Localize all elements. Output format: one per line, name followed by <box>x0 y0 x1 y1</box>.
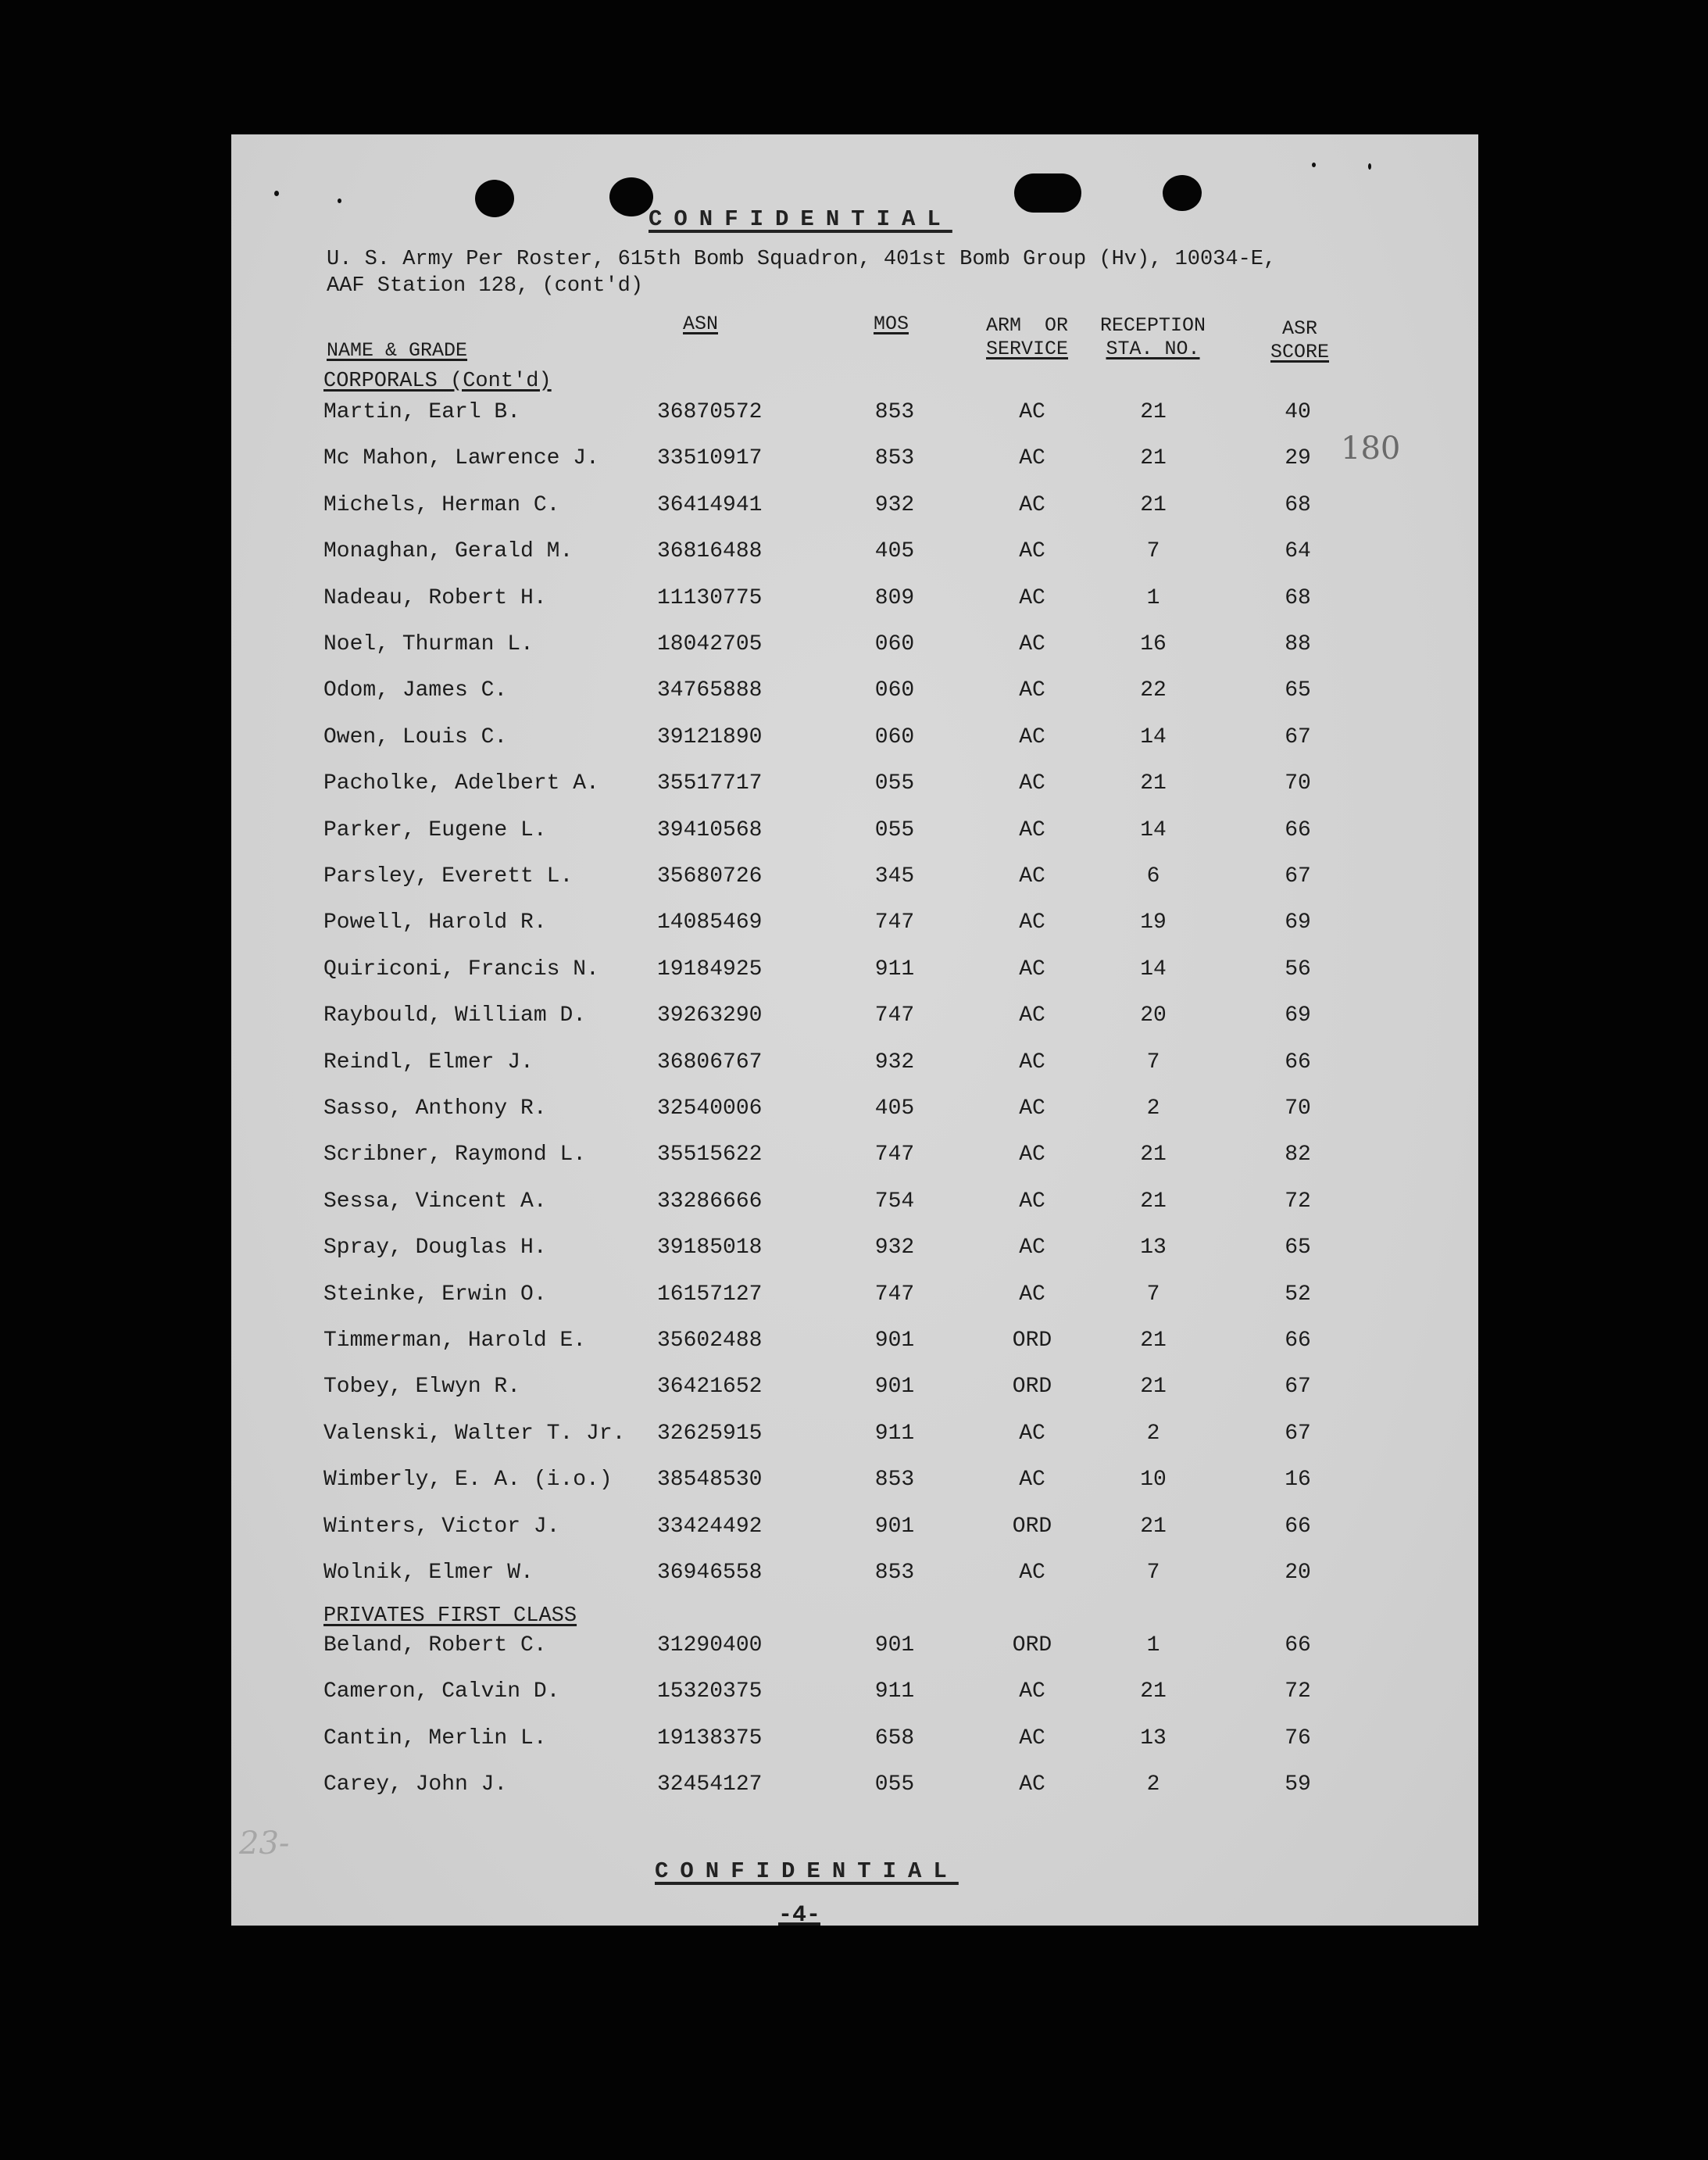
asn-cell: 33510917 <box>657 446 763 471</box>
mos-cell: 060 <box>874 632 915 656</box>
asn-cell: 36414941 <box>657 492 763 517</box>
mos-cell: 911 <box>874 1679 915 1704</box>
table-row <box>231 538 1478 569</box>
name-cell: Timmerman, Harold E. <box>323 1329 587 1353</box>
asr-score-cell: 70 <box>1285 1096 1311 1121</box>
name-cell: Odom, James C. <box>323 678 508 703</box>
name-cell: Tobey, Elwyn R. <box>323 1375 521 1400</box>
asr-score-cell: 67 <box>1285 1375 1311 1400</box>
reception-station-cell: 14 <box>1140 817 1167 842</box>
asn-cell: 35517717 <box>657 771 763 796</box>
asr-score-cell: 66 <box>1285 1329 1311 1353</box>
table-row <box>231 1632 1478 1663</box>
name-cell: Sessa, Vincent A. <box>323 1189 547 1214</box>
name-cell: Spray, Douglas H. <box>323 1236 547 1261</box>
reception-station-cell: 6 <box>1146 864 1160 889</box>
speck <box>1368 163 1371 170</box>
table-row <box>231 1678 1478 1709</box>
arm-service-cell: AC <box>1019 1143 1045 1168</box>
asn-cell: 11130775 <box>657 585 763 610</box>
name-cell: Raybould, William D. <box>323 1003 587 1028</box>
table-row <box>231 399 1478 430</box>
asn-cell: 31290400 <box>657 1633 763 1658</box>
reception-station-cell: 14 <box>1140 724 1167 749</box>
name-cell: Quiriconi, Francis N. <box>323 957 599 982</box>
asr-score-cell: 65 <box>1285 1236 1311 1261</box>
mos-cell: 658 <box>874 1725 915 1751</box>
table-row <box>231 1049 1478 1080</box>
mos-cell: 901 <box>874 1514 915 1539</box>
asr-score-cell: 65 <box>1285 678 1311 703</box>
column-header-asn: ASN <box>683 313 719 335</box>
table-row <box>231 1281 1478 1312</box>
reception-station-cell: 7 <box>1146 539 1160 564</box>
name-cell: Steinke, Erwin O. <box>323 1282 547 1307</box>
speck <box>274 191 279 196</box>
mos-cell: 911 <box>874 957 915 982</box>
asr-score-cell: 69 <box>1285 1003 1311 1028</box>
reception-station-cell: 2 <box>1146 1772 1160 1797</box>
table-row <box>231 1141 1478 1172</box>
table-row <box>231 863 1478 894</box>
table-row <box>231 817 1478 848</box>
reception-station-cell: 16 <box>1140 632 1167 656</box>
table-row <box>231 1002 1478 1033</box>
mos-cell: 747 <box>874 1282 915 1307</box>
asr-score-cell: 64 <box>1285 539 1311 564</box>
column-header-reception-line1: RECEPTION <box>1100 314 1206 337</box>
pencil-note: 23- <box>239 1826 290 1861</box>
arm-service-cell: AC <box>1019 724 1045 749</box>
arm-service-cell: AC <box>1019 1050 1045 1075</box>
asn-cell: 36870572 <box>657 400 763 424</box>
column-header-arm <box>986 314 1068 361</box>
mos-cell: 060 <box>874 678 915 703</box>
asn-cell: 36806767 <box>657 1050 763 1075</box>
reception-station-cell: 21 <box>1140 1189 1167 1214</box>
arm-service-cell: AC <box>1019 492 1045 517</box>
asn-cell: 18042705 <box>657 632 763 656</box>
arm-service-cell: AC <box>1019 1189 1045 1214</box>
reception-station-cell: 19 <box>1140 910 1167 935</box>
asr-score-cell: 88 <box>1285 632 1311 656</box>
asr-score-cell: 52 <box>1285 1282 1311 1307</box>
reception-station-cell: 7 <box>1146 1282 1160 1307</box>
table-row <box>231 1095 1478 1126</box>
mos-cell: 747 <box>874 910 915 935</box>
mos-cell: 754 <box>874 1189 915 1214</box>
asn-cell: 19184925 <box>657 957 763 982</box>
reception-station-cell: 21 <box>1140 1329 1167 1353</box>
table-row <box>231 909 1478 940</box>
asn-cell: 39410568 <box>657 817 763 842</box>
asn-cell: 34765888 <box>657 678 763 703</box>
asr-score-cell: 66 <box>1285 1050 1311 1075</box>
arm-service-cell: AC <box>1019 585 1045 610</box>
asn-cell: 35680726 <box>657 864 763 889</box>
reception-station-cell: 21 <box>1140 400 1167 424</box>
asn-cell: 32454127 <box>657 1772 763 1797</box>
asn-cell: 39263290 <box>657 1003 763 1028</box>
reception-station-cell: 10 <box>1140 1468 1167 1493</box>
mos-cell: 055 <box>874 771 915 796</box>
table-row <box>231 956 1478 987</box>
column-header-reception-line2: STA. NO. <box>1106 338 1200 360</box>
mos-cell: 853 <box>874 1561 915 1585</box>
name-cell: Scribner, Raymond L. <box>323 1143 587 1168</box>
mos-cell: 932 <box>874 1236 915 1261</box>
speck <box>338 198 341 203</box>
reception-station-cell: 13 <box>1140 1725 1167 1751</box>
table-row <box>231 1771 1478 1802</box>
table-row <box>231 1188 1478 1219</box>
arm-service-cell: AC <box>1019 864 1045 889</box>
column-header-mos: MOS <box>874 313 909 335</box>
name-cell: Beland, Robert C. <box>323 1633 547 1658</box>
name-cell: Cameron, Calvin D. <box>323 1679 560 1704</box>
reception-station-cell: 21 <box>1140 446 1167 471</box>
mos-cell: 809 <box>874 585 915 610</box>
column-header-asr-line2: SCORE <box>1270 341 1330 363</box>
asr-score-cell: 72 <box>1285 1679 1311 1704</box>
asn-cell: 16157127 <box>657 1282 763 1307</box>
name-cell: Noel, Thurman L. <box>323 632 534 656</box>
table-row <box>231 1234 1478 1265</box>
asr-score-cell: 82 <box>1285 1143 1311 1168</box>
asn-cell: 15320375 <box>657 1679 763 1704</box>
arm-service-cell: AC <box>1019 678 1045 703</box>
arm-service-cell: AC <box>1019 1679 1045 1704</box>
speck <box>1312 163 1316 167</box>
column-header-arm-line2: SERVICE <box>986 338 1069 360</box>
asr-score-cell: 67 <box>1285 864 1311 889</box>
name-cell: Martin, Earl B. <box>323 400 521 424</box>
asr-score-cell: 69 <box>1285 910 1311 935</box>
asn-cell: 19138375 <box>657 1725 763 1751</box>
name-cell: Wolnik, Elmer W. <box>323 1561 534 1585</box>
classification-top: CONFIDENTIAL <box>649 206 952 232</box>
asr-score-cell: 29 <box>1285 446 1311 471</box>
mos-cell: 901 <box>874 1633 915 1658</box>
column-header-asr <box>1270 317 1329 364</box>
arm-service-cell: AC <box>1019 539 1045 564</box>
column-header-arm-line1: ARM OR <box>986 314 1069 337</box>
punch-hole <box>1163 175 1202 211</box>
mos-cell: 911 <box>874 1421 915 1446</box>
mos-cell: 345 <box>874 864 915 889</box>
asn-cell: 33424492 <box>657 1514 763 1539</box>
name-cell: Parsley, Everett L. <box>323 864 574 889</box>
arm-service-cell: AC <box>1019 1772 1045 1797</box>
arm-service-cell: AC <box>1019 957 1045 982</box>
name-cell: Michels, Herman C. <box>323 492 560 517</box>
arm-service-cell: AC <box>1019 1468 1045 1493</box>
name-cell: Mc Mahon, Lawrence J. <box>323 446 599 471</box>
table-row <box>231 1327 1478 1358</box>
name-cell: Pacholke, Adelbert A. <box>323 771 599 796</box>
arm-service-cell: AC <box>1019 817 1045 842</box>
asn-cell: 32625915 <box>657 1421 763 1446</box>
table-row <box>231 585 1478 616</box>
reception-station-cell: 2 <box>1146 1096 1160 1121</box>
document-title-line2: AAF Station 128, (cont'd) <box>327 274 644 298</box>
name-cell: Owen, Louis C. <box>323 724 508 749</box>
arm-service-cell: AC <box>1019 1421 1045 1446</box>
table-row <box>231 724 1478 755</box>
asr-score-cell: 56 <box>1285 957 1311 982</box>
mos-cell: 853 <box>874 400 915 424</box>
punch-hole <box>609 177 653 216</box>
arm-service-cell: AC <box>1019 1561 1045 1585</box>
asn-cell: 35602488 <box>657 1329 763 1353</box>
arm-service-cell: AC <box>1019 1725 1045 1751</box>
reception-station-cell: 21 <box>1140 771 1167 796</box>
mos-cell: 747 <box>874 1003 915 1028</box>
name-cell: Reindl, Elmer J. <box>323 1050 534 1075</box>
asn-cell: 36946558 <box>657 1561 763 1585</box>
arm-service-cell: AC <box>1019 1282 1045 1307</box>
margin-stamp: 180 <box>1341 431 1401 467</box>
mos-cell: 055 <box>874 1772 915 1797</box>
mos-cell: 901 <box>874 1329 915 1353</box>
table-row <box>231 677 1478 708</box>
reception-station-cell: 13 <box>1140 1236 1167 1261</box>
reception-station-cell: 14 <box>1140 957 1167 982</box>
column-header-asr-line1: ASR <box>1282 317 1318 340</box>
reception-station-cell: 1 <box>1146 585 1160 610</box>
column-header-name: NAME & GRADE <box>327 339 468 362</box>
table-row <box>231 1559 1478 1590</box>
reception-station-cell: 21 <box>1140 1375 1167 1400</box>
document-page <box>231 134 1478 1929</box>
asn-cell: 14085469 <box>657 910 763 935</box>
document-title-line1: U. S. Army Per Roster, 615th Bomb Squadron, 401st Bomb Group (Hv), 10034-E, <box>327 248 1277 271</box>
arm-service-cell: AC <box>1019 1096 1045 1121</box>
asn-cell: 35515622 <box>657 1143 763 1168</box>
table-row <box>231 631 1478 662</box>
name-cell: Powell, Harold R. <box>323 910 547 935</box>
asr-score-cell: 40 <box>1285 400 1311 424</box>
asn-cell: 36816488 <box>657 539 763 564</box>
name-cell: Nadeau, Robert H. <box>323 585 547 610</box>
asr-score-cell: 67 <box>1285 1421 1311 1446</box>
page-number: -4- <box>778 1902 821 1929</box>
reception-station-cell: 1 <box>1146 1633 1160 1658</box>
asn-cell: 32540006 <box>657 1096 763 1121</box>
asn-cell: 36421652 <box>657 1375 763 1400</box>
name-cell: Winters, Victor J. <box>323 1514 560 1539</box>
mos-cell: 405 <box>874 1096 915 1121</box>
table-row <box>231 1373 1478 1404</box>
reception-station-cell: 7 <box>1146 1050 1160 1075</box>
name-cell: Parker, Eugene L. <box>323 817 547 842</box>
mos-cell: 901 <box>874 1375 915 1400</box>
mos-cell: 747 <box>874 1143 915 1168</box>
table-row <box>231 1420 1478 1451</box>
asr-score-cell: 70 <box>1285 771 1311 796</box>
table-row <box>231 1725 1478 1756</box>
punch-hole <box>1014 173 1081 213</box>
reception-station-cell: 2 <box>1146 1421 1160 1446</box>
reception-station-cell: 7 <box>1146 1561 1160 1585</box>
reception-station-cell: 22 <box>1140 678 1167 703</box>
name-cell: Cantin, Merlin L. <box>323 1725 547 1751</box>
arm-service-cell: ORD <box>1012 1633 1052 1658</box>
arm-service-cell: ORD <box>1012 1375 1052 1400</box>
asn-cell: 39121890 <box>657 724 763 749</box>
name-cell: Sasso, Anthony R. <box>323 1096 547 1121</box>
arm-service-cell: ORD <box>1012 1329 1052 1353</box>
name-cell: Carey, John J. <box>323 1772 508 1797</box>
mos-cell: 932 <box>874 1050 915 1075</box>
asr-score-cell: 72 <box>1285 1189 1311 1214</box>
asr-score-cell: 68 <box>1285 492 1311 517</box>
name-cell: Monaghan, Gerald M. <box>323 539 574 564</box>
mos-cell: 055 <box>874 817 915 842</box>
arm-service-cell: AC <box>1019 910 1045 935</box>
reception-station-cell: 21 <box>1140 1679 1167 1704</box>
reception-station-cell: 21 <box>1140 1514 1167 1539</box>
reception-station-cell: 21 <box>1140 1143 1167 1168</box>
table-row <box>231 770 1478 801</box>
asn-cell: 38548530 <box>657 1468 763 1493</box>
arm-service-cell: AC <box>1019 1236 1045 1261</box>
name-cell: Valenski, Walter T. Jr. <box>323 1421 626 1446</box>
mos-cell: 060 <box>874 724 915 749</box>
classification-bottom: CONFIDENTIAL <box>655 1858 959 1884</box>
asn-cell: 33286666 <box>657 1189 763 1214</box>
asr-score-cell: 66 <box>1285 1633 1311 1658</box>
mos-cell: 405 <box>874 539 915 564</box>
section-title: PRIVATES FIRST CLASS <box>323 1604 577 1628</box>
mos-cell: 853 <box>874 1468 915 1493</box>
asr-score-cell: 76 <box>1285 1725 1311 1751</box>
punch-hole <box>475 180 514 217</box>
asn-cell: 39185018 <box>657 1236 763 1261</box>
asr-score-cell: 66 <box>1285 1514 1311 1539</box>
asr-score-cell: 59 <box>1285 1772 1311 1797</box>
asr-score-cell: 66 <box>1285 817 1311 842</box>
arm-service-cell: ORD <box>1012 1514 1052 1539</box>
section-title: CORPORALS (Cont'd) <box>323 370 552 393</box>
mos-cell: 853 <box>874 446 915 471</box>
arm-service-cell: AC <box>1019 1003 1045 1028</box>
arm-service-cell: AC <box>1019 446 1045 471</box>
reception-station-cell: 21 <box>1140 492 1167 517</box>
table-row <box>231 1513 1478 1544</box>
arm-service-cell: AC <box>1019 400 1045 424</box>
arm-service-cell: AC <box>1019 632 1045 656</box>
table-row <box>231 492 1478 523</box>
asr-score-cell: 67 <box>1285 724 1311 749</box>
column-header-reception <box>1100 314 1206 361</box>
asr-score-cell: 20 <box>1285 1561 1311 1585</box>
table-row <box>231 445 1478 476</box>
asr-score-cell: 68 <box>1285 585 1311 610</box>
arm-service-cell: AC <box>1019 771 1045 796</box>
mos-cell: 932 <box>874 492 915 517</box>
reception-station-cell: 20 <box>1140 1003 1167 1028</box>
name-cell: Wimberly, E. A. (i.o.) <box>323 1468 613 1493</box>
asr-score-cell: 16 <box>1285 1468 1311 1493</box>
table-row <box>231 1466 1478 1497</box>
